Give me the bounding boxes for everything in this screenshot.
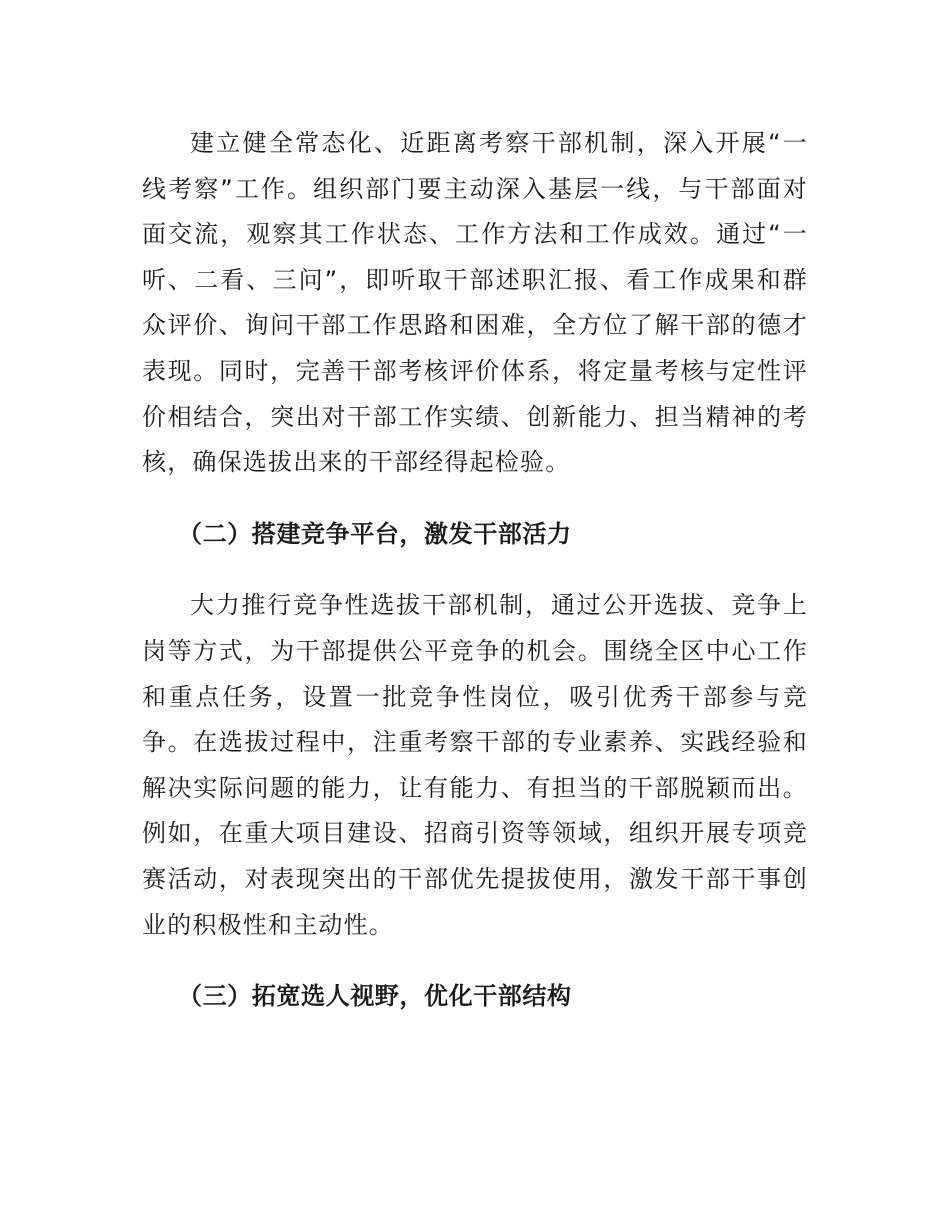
section-heading-3: （三）拓宽选人视野，优化干部结构	[178, 982, 572, 1011]
document-body	[142, 121, 808, 1020]
paragraph-inspection-mechanism: 建立健全常态化、近距离考察干部机制，深入开展“一线考察”工作。组织部门要主动深入基层一线，与干部面对面交流，观察其工作状态、工作方法和工作成效。通过“一听、二看、三问”，即听取干部述职汇报、看工作成果和群众评价、询问干部工作思路和困难，全方位了解干部的德才表现。同时，完善干部考核评价体系，将定量考核与定性评价相结合，突出对干部工作实绩、创新能力、担当精神的考核，确保选拔出来的干部经得起检验。	[142, 129, 808, 477]
paragraph-gap	[142, 948, 808, 974]
paragraph-gap	[142, 557, 808, 583]
paragraph-gap	[142, 486, 808, 512]
paragraph-competition-platform: 大力推行竞争性选拔干部机制，通过公开选拔、竞争上岗等方式，为干部提供公平竞争的机会。围绕全区中心工作和重点任务，设置一批竞争性岗位，吸引优秀干部参与竞争。在选拔过程中，注重考察干部的专业素养、实践经验和解决实际问题的能力，让有能力、有担当的干部脱颖而出。例如，在重大项目建设、招商引资等领域，组织开展专项竞赛活动，对表现突出的干部优先提拔使用，激发干部干事创业的积极性和主动性。	[142, 591, 808, 939]
section-heading-2: （二）搭建竞争平台，激发干部活力	[178, 519, 572, 548]
